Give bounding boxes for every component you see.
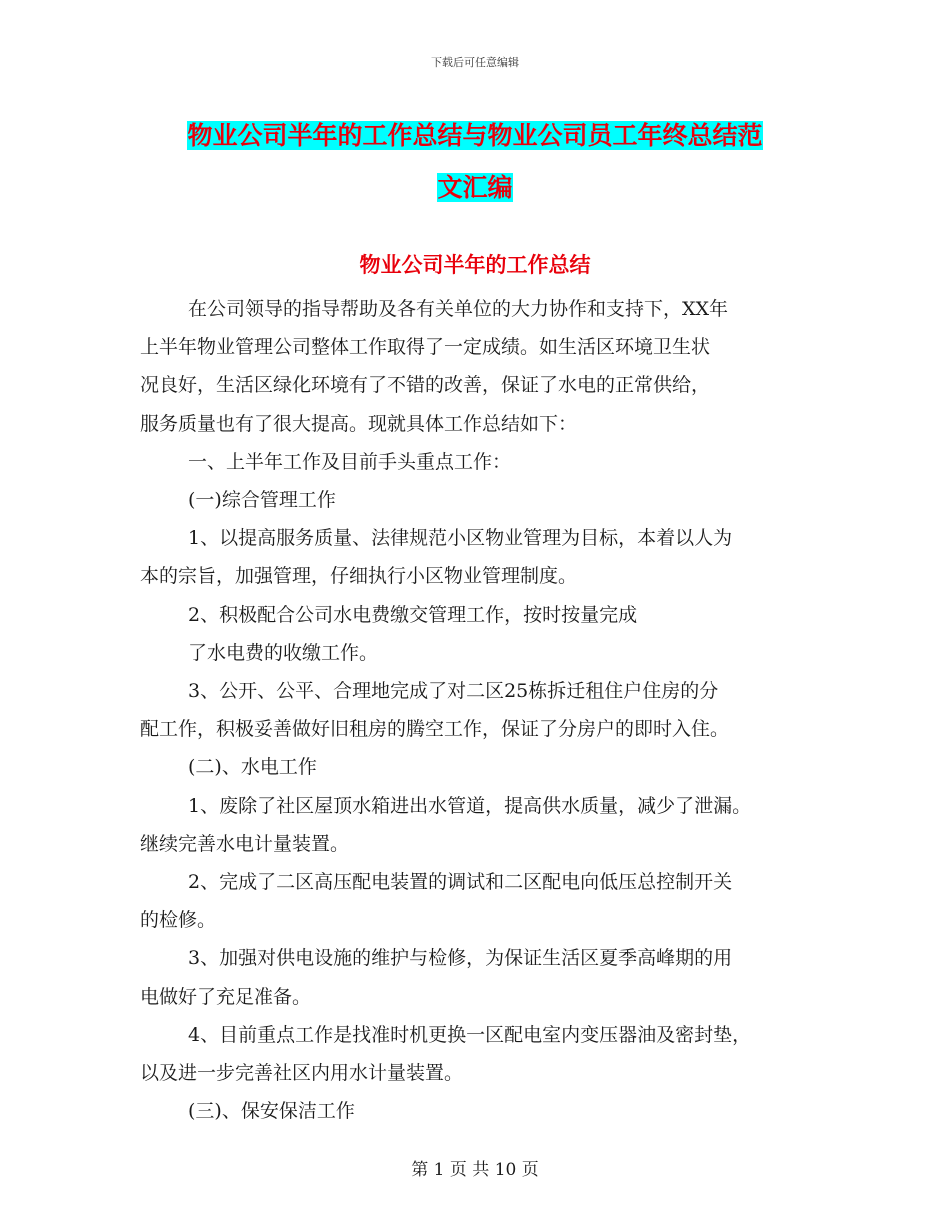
document-title-line-2: 文汇编 [437, 173, 513, 202]
paragraph-line: 继续完善水电计量装置。 [140, 832, 350, 855]
paragraph-line: 配工作，积极妥善做好旧租房的腾空工作，保证了分房户的即时入住。 [140, 718, 730, 741]
page-header-note: 下载后可任意编辑 [431, 56, 519, 69]
subheading-line: (二)、水电工作 [188, 756, 317, 779]
document-title-line-1: 物业公司半年的工作总结与物业公司员工年终总结范 [187, 121, 763, 150]
paragraph-line: 电做好了充足准备。 [140, 985, 312, 1008]
paragraph-line: 2、完成了二区高压配电装置的调试和二区配电向低压总控制开关 [188, 871, 733, 894]
paragraph-line: 况良好，生活区绿化环境有了不错的改善，保证了水电的正常供给， [140, 374, 711, 397]
subheading-line: (三)、保安保洁工作 [188, 1100, 355, 1123]
paragraph-line: 4、目前重点工作是找准时机更换一区配电室内变压器油及密封垫， [188, 1023, 752, 1046]
heading-line: 一、上半年工作及目前手头重点工作： [188, 450, 512, 473]
document-title [140, 110, 810, 214]
paragraph-line: 的检修。 [140, 909, 217, 932]
paragraph-line: 1、废除了社区屋顶水箱进出水管道，提高供水质量，减少了泄漏。 [188, 794, 752, 817]
section-title: 物业公司半年的工作总结 [359, 253, 591, 277]
document-body [140, 290, 820, 1130]
paragraph-line: 在公司领导的指导帮助及各有关单位的大力协作和支持下，XX年 [188, 298, 729, 320]
paragraph-line: 3、加强对供电设施的维护与检修，为保证生活区夏季高峰期的用 [188, 947, 733, 970]
subheading-line: (一)综合管理工作 [188, 489, 336, 512]
paragraph-line: 了水电费的收缴工作。 [188, 641, 379, 664]
paragraph-line: 本的宗旨，加强管理，仔细执行小区物业管理制度。 [140, 565, 578, 588]
paragraph-line: 以及进一步完善社区内用水计量装置。 [140, 1062, 464, 1085]
paragraph-line: 服务质量也有了很大提高。现就具体工作总结如下： [140, 412, 578, 435]
paragraph-line: 上半年物业管理公司整体工作取得了一定成绩。如生活区环境卫生状 [140, 336, 711, 359]
paragraph-line: 3、公开、公平、合理地完成了对二区25栋拆迁租住户住房的分 [188, 680, 719, 703]
page-footer: 第 1 页 共 10 页 [411, 1160, 539, 1180]
paragraph-line: 1、以提高服务质量、法律规范小区物业管理为目标，本着以人为 [188, 527, 733, 550]
paragraph-line: 2、积极配合公司水电费缴交管理工作，按时按量完成 [188, 603, 638, 626]
